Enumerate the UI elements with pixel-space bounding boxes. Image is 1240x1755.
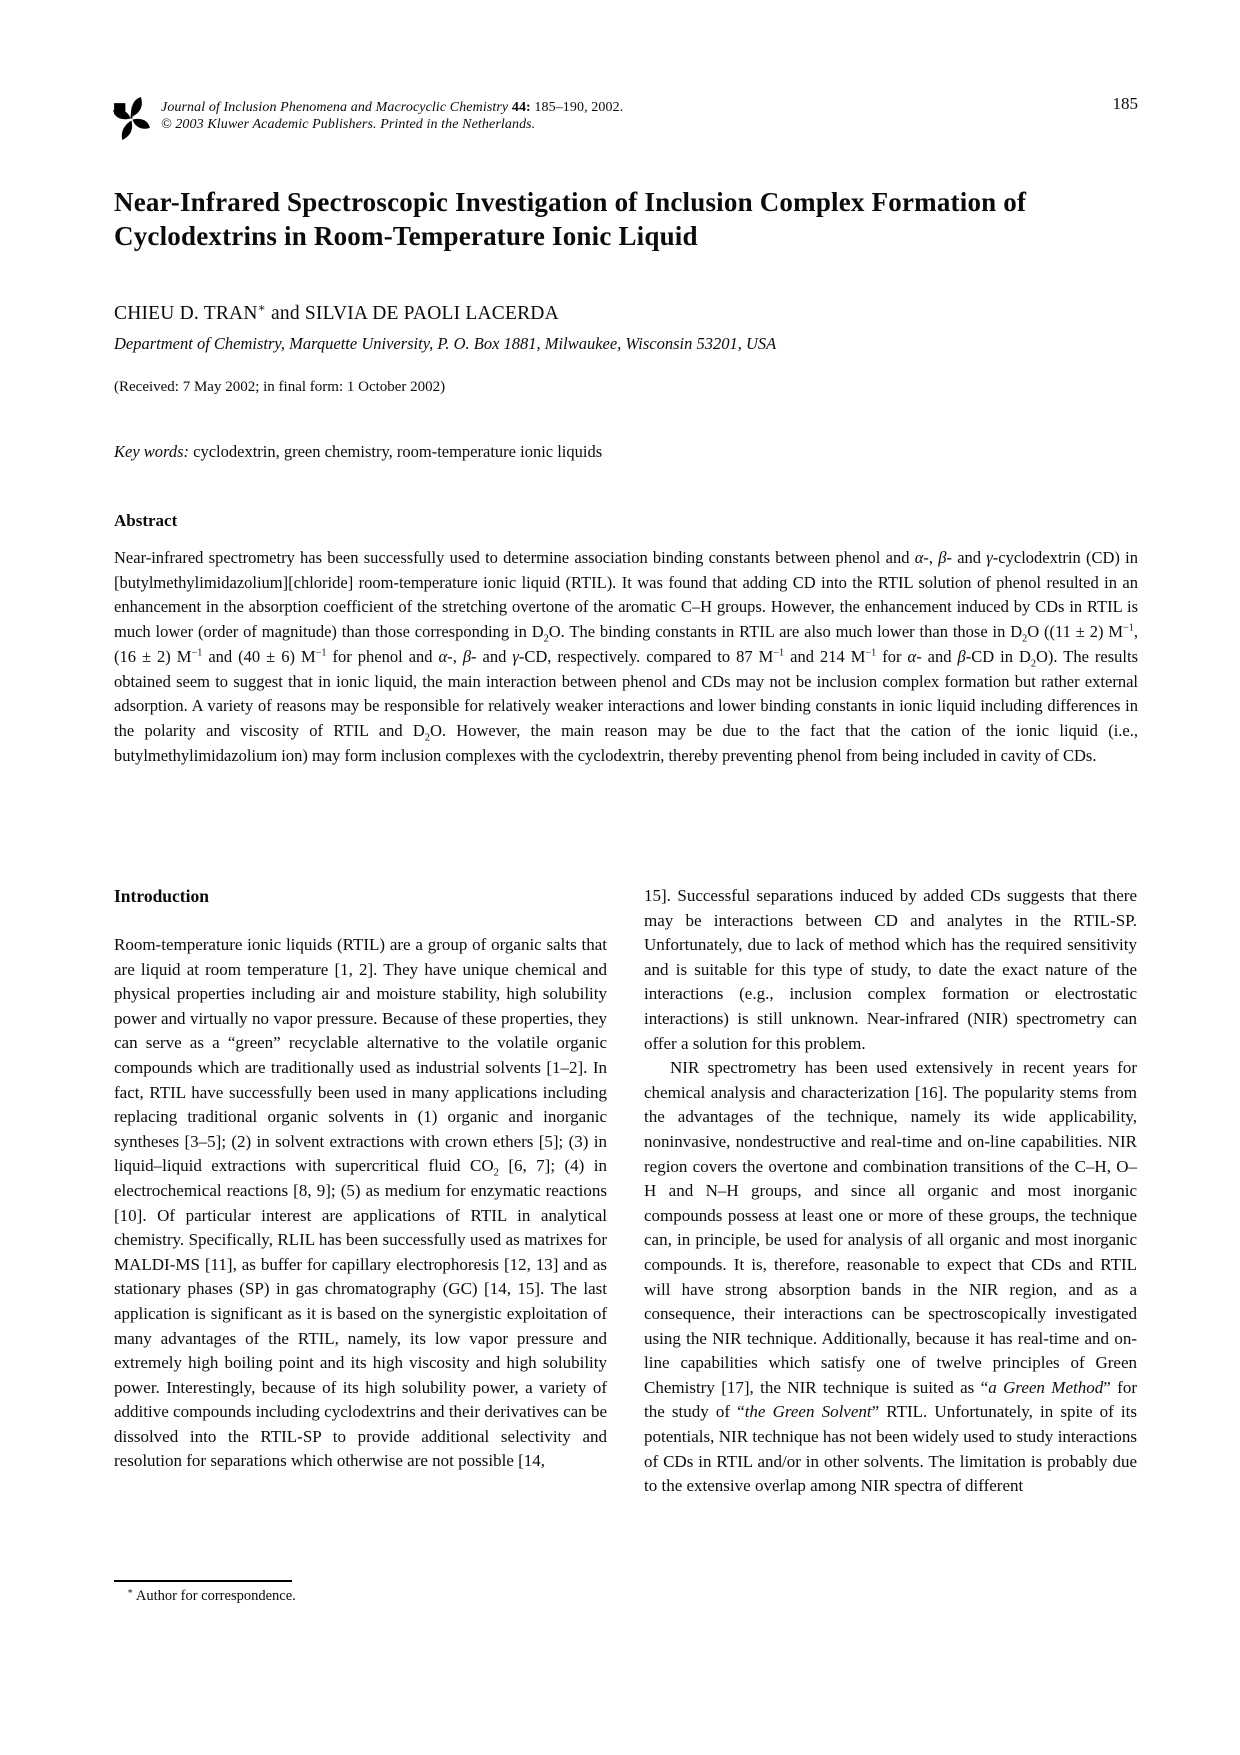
abstract-heading: Abstract xyxy=(114,511,178,530)
page-number: 185 xyxy=(1112,94,1138,113)
received-line: (Received: 7 May 2002; in final form: 1 October 2002) xyxy=(114,379,446,395)
paper-title: Near-Infrared Spectroscopic Investigation of Inclusion Complex Formation of Cyclodextrins in Room-Temperature Ionic Liquid xyxy=(114,187,1027,251)
footnote-text: ∗ Author for correspondence. xyxy=(127,1586,296,1604)
authors-line: CHIEU D. TRAN∗ and SILVIA DE PAOLI LACERDA xyxy=(114,300,559,324)
body-columns xyxy=(114,884,1138,1499)
footnote-rule xyxy=(114,1580,292,1582)
copyright-line: © 2003 Kluwer Academic Publishers. Printed in the Netherlands. xyxy=(161,116,536,132)
introduction-paragraph-right-2: NIR spectrometry has been used extensively in recent years for chemical analysis and characterization [16]. The popularity stems from the advantages of the technique, namely its wide applicability, noninvasive, nondestructive and real-time and on-line capabilities. NIR region covers the overtone and combination transitions of the C–H, O–H and N–H groups, and since all organic and most inorganic compounds possess at least one or more of these groups, the technique can, in principle, be used for analysis of all organic and most inorganic compounds. It is, therefore, reasonable to expect that CDs and RTIL will have strong absorption bands in the NIR region, and as a consequence, their interactions can be spectroscopically investigated using the NIR technique. Additionally, because it has real-time and on-line capabilities which satisfy one of twelve principles of Green Chemistry [17], the NIR technique is suited as “a Green Method” for the study of “the Green Solvent” RTIL. Unfortunately, in spite of its potentials, NIR technique has not been widely used to study interactions of CDs in RTIL and/or in other solvents. The limitation is probably due to the extensive overlap among NIR spectra of different xyxy=(644,1058,1137,1496)
introduction-paragraph-right-1: 15]. Successful separations induced by added CDs suggests that there may be interactions between CD and analytes in the RTIL-SP. Unfortunately, due to lack of method which has the required sensitivity and is suitable for this type of study, to date the exact nature of the interactions (e.g., inclusion complex formation or electrostatic interactions) is still unknown. Near-infrared (NIR) spectrometry can offer a solution for this problem. xyxy=(644,886,1137,1053)
keywords-line: Key words: cyclodextrin, green chemistry, room-temperature ionic liquids xyxy=(114,442,603,461)
publisher-logo-icon xyxy=(113,97,150,140)
introduction-paragraph-left: Room-temperature ionic liquids (RTIL) are a group of organic salts that are liquid at room temperature [1, 2]. They have unique chemical and physical properties including air and moisture stability, high solubility power and virtually no vapor pressure. Because of these properties, they can serve as a “green” recyclable alternative to the volatile organic compounds which are traditionally used as industrial solvents [1–2]. In fact, RTIL have successfully been used in many applications including replacing traditional organic solvents in (1) organic and inorganic syntheses [3–5]; (2) in solvent extractions with crown ethers [5]; (3) in liquid–liquid extractions with supercritical fluid $CO_2$ [6, 7]; (4) in electrochemical reactions [8, 9]; (5) as medium for enzymatic reactions [10]. Of particular interest are applications of RTIL in analytical chemistry. Specifically, RLIL has been successfully used as matrixes for MALDI-MS [11], as buffer for capillary electrophoresis [12, 13] and as stationary phases (SP) in gas chromatography (GC) [14, 15]. The last application is significant as it is based on the synergistic exploitation of many advantages of the RTIL, namely, its low vapor pressure and extremely high boiling point and its high viscosity and high solubility power. Interestingly, because of its high solubility power, a variety of additive compounds including cyclodextrins and their derivatives can be dissolved into the RTIL-SP to provide additional selectivity and resolution for separations which otherwise are not possible [14, xyxy=(114,935,607,1471)
introduction-heading: Introduction xyxy=(114,886,209,906)
left-column xyxy=(114,884,607,1499)
affiliation: Department of Chemistry, Marquette University, P. O. Box 1881, Milwaukee, Wisconsin 53201, USA xyxy=(114,334,777,353)
abstract-text: Near-infrared spectrometry has been successfully used to determine association binding constants between phenol and α-, β- and γ-cyclodextrin (CD) in [butylmethylimidazolium][chloride] room-temperature ionic liquid (RTIL). It was found that adding CD into the RTIL solution of phenol resulted in an enhancement in the absorption coefficient of the stretching overtone of the aromatic C–H groups. However, the enhancement induced by CDs in RTIL is much lower (order of magnitude) than those corresponding in $D_2O$. The binding constants in RTIL are also much lower than those in $D_2O$ ((11 ± 2) $M^{-1}$, (16 ± 2) $M^{-1}$ and (40 ± 6) $M^{-1}$ for phenol and α-, β- and γ-CD, respectively. compared to 87 $M^{-1}$ and 214 $M^{-1}$ for α- and β-CD in $D_2O$). The results obtained seem to suggest that in ionic liquid, the main interaction between phenol and CDs may not be inclusion complex formation but rather external adsorption. A variety of reasons may be responsible for relatively weaker interactions and lower binding constants in ionic liquid including differences in the polarity and viscosity of RTIL and $D_2O$. However, the main reason may be due to the fact that the cation of the ionic liquid (i.e., butylmethylimidazolium ion) may form inclusion complexes with the cyclodextrin, thereby preventing phenol from being included in cavity of CDs. xyxy=(114,548,1138,765)
footnote xyxy=(114,1580,296,1605)
journal-citation-line: Journal of Inclusion Phenomena and Macrocyclic Chemistry 44: 185–190, 2002. xyxy=(161,100,624,115)
right-column xyxy=(644,884,1137,1499)
header-citation-block xyxy=(161,100,623,133)
